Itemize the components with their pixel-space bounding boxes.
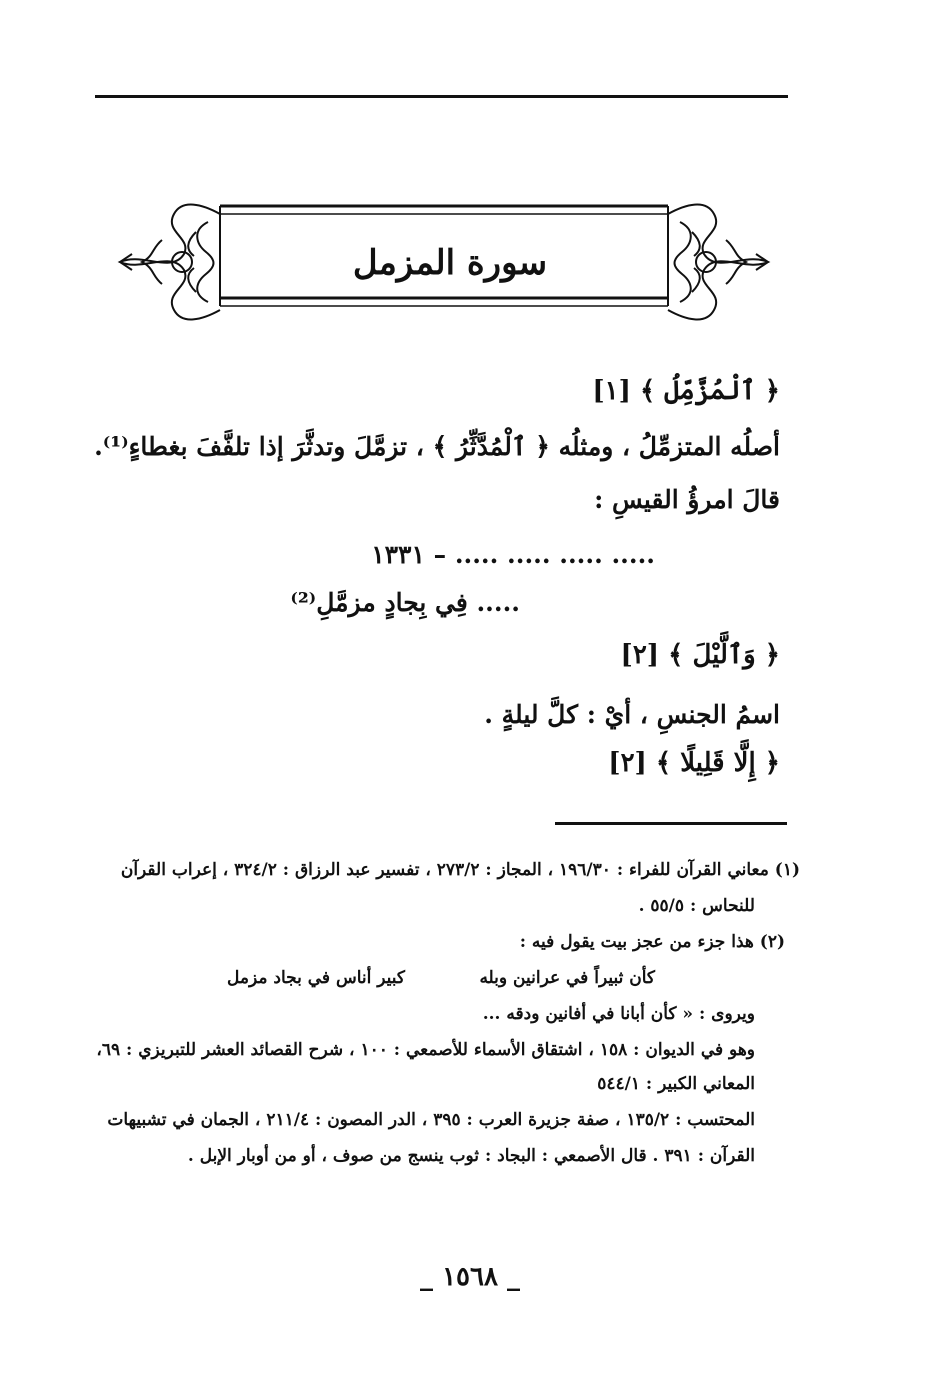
surah-title: سورة المزمل	[352, 243, 548, 283]
footnote-2-sources-3: المحتسب : ١٣٥/٢ ، صفة جزيرة العرب : ٣٩٥ ، الدر المصون : ٢١١/٤ ، الجمان في تشبيهات	[107, 1110, 755, 1130]
verse-entry-2	[621, 640, 780, 670]
footnote-2-hemistich-2: كبير أناس في بجاد مزمل	[226, 968, 405, 988]
footnote-1-line-2: للنحاس : ٥٥/٥ .	[638, 896, 755, 916]
poet-attribution: قالَ امرؤُ القيسِ :	[594, 485, 780, 514]
footnote-2-intro: (٢) هذا جزء من عجز بيت يقول فيه :	[519, 932, 785, 952]
footnote-2-variant: ويروى : « كأن أبانا في أفانين ودقه ...	[482, 1004, 755, 1024]
page-number: _ ١٥٦٨ _	[420, 1262, 520, 1292]
top-rule	[95, 95, 788, 98]
poem-hemistich: ..... فِي بِجادٍ مزمَّلِ⁽²⁾	[290, 588, 520, 617]
verse-entry-1	[592, 376, 780, 406]
commentary-line: اسمُ الجنسِ ، أيْ : كلَّ ليلةٍ .	[484, 700, 780, 729]
verse-reference: [٢]	[608, 748, 647, 778]
footnote-separator	[555, 822, 787, 825]
footnote-2-hemistich-1: كأن ثبيراً في عرانين وبله	[479, 968, 655, 988]
footnote-2-sources-2: المعاني الكبير : ٥٤٤/١	[597, 1074, 755, 1094]
footnote-1-line-1: (١) معاني القرآن للفراء : ١٩٦/٣٠ ، المجاز : ٢٧٣/٢ ، تفسير عبد الرزاق : ٣٢٤/٢ ، إعراب القرآن	[120, 860, 800, 880]
commentary-line: أصلُه المتزمِّلُ ، ومثلُه ﴿ ٱلْمُدَّثِّرُ ﴾ ، تزمَّلَ وتدثَّرَ إذا تلفَّفَ بغطاءٍ⁽¹⁾.	[94, 432, 780, 461]
verse-reference: [٢]	[620, 640, 660, 670]
footnote-2-sources-4: القرآن : ٣٩١ . قال الأصمعي : البجاد : ثوب ينسج من صوف ، أو من أوبار الإبل .	[187, 1146, 755, 1166]
footnote-2-sources-1: وهو في الديوان : ١٥٨ ، اشتقاق الأسماء للأصمعي : ١٠٠ ، شرح القصائد العشر للتبريزي : ٦٩،	[96, 1040, 755, 1060]
verse-entry-3	[608, 748, 780, 778]
verse-reference: [١]	[592, 376, 631, 406]
poem-number-line: ١٣٣١ – ..... ..... ..... .....	[371, 540, 655, 569]
verse-word: ﴿ إِلَّا قَلِيلًا ﴾	[655, 748, 780, 778]
verse-word: ﴿ ٱلْمُزَّمِّلُ ﴾	[640, 376, 780, 406]
verse-word: ﴿ وَٱلَّيْلَ ﴾	[668, 640, 780, 670]
